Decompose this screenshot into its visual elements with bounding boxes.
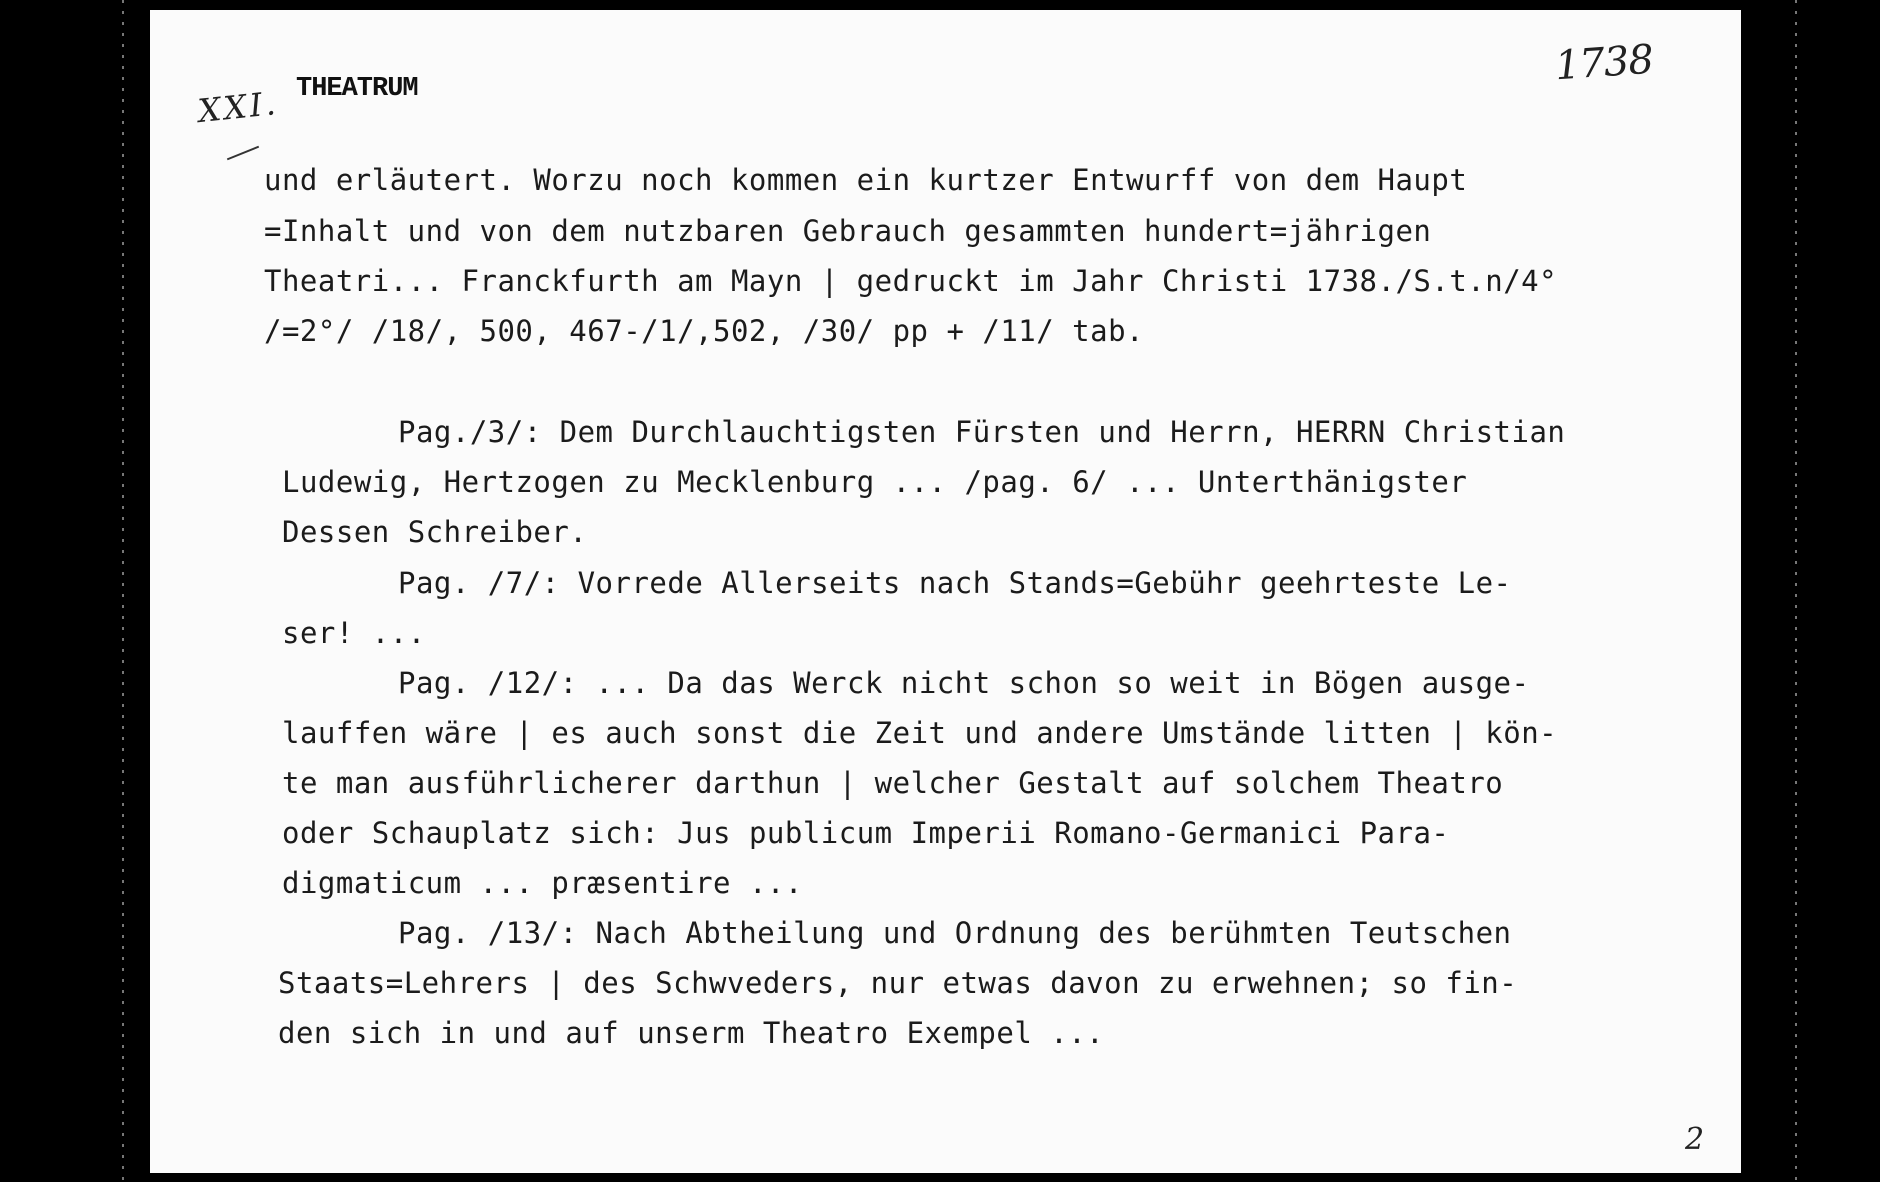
text-line-4: /=2°/ /18/, 500, 467-/1/,502, /30/ pp + /11/ tab.	[264, 314, 1145, 348]
handwritten-year: 1738	[1553, 36, 1655, 90]
text-line-1: und erläutert. Worzu noch kommen ein kurtzer Entwurff von dem Haupt	[264, 163, 1468, 197]
text-line-3: Theatri... Franckfurth am Mayn | gedruckt im Jahr Christi 1738./S.t.n/4°	[264, 264, 1558, 298]
text-line-9: ser! ...	[282, 616, 426, 650]
catalog-card	[150, 10, 1741, 1173]
handwritten-page-number: 2	[1685, 1122, 1705, 1157]
text-line-14: digmaticum ... præsentire ...	[282, 866, 803, 900]
handwritten-roman-numeral: XXI.	[196, 83, 281, 131]
text-line-15: Pag. /13/: Nach Abtheilung und Ordnung des berühmten Teutschen	[398, 916, 1512, 950]
text-line-5: Pag./3/: Dem Durchlauchtigsten Fürsten und Herrn, HERRN Christian	[398, 415, 1566, 449]
text-line-8: Pag. /7/: Vorrede Allerseits nach Stands=Gebühr geehrteste Le-	[398, 566, 1512, 600]
text-line-6: Ludewig, Hertzogen zu Mecklenburg ... /pag. 6/ ... Unterthänigster	[282, 465, 1468, 499]
text-line-11: lauffen wäre | es auch sonst die Zeit und andere Umstände litten | kön-	[282, 716, 1558, 750]
pen-tick-mark	[227, 146, 259, 161]
text-line-7: Dessen Schreiber.	[282, 515, 588, 549]
scan-edge-left	[122, 0, 124, 1182]
text-line-10: Pag. /12/: ... Da das Werck nicht schon so weit in Bögen ausge-	[398, 666, 1530, 700]
text-line-16: Staats=Lehrers | des Schwveders, nur etwas davon zu erwehnen; so fin-	[278, 966, 1518, 1000]
text-line-17: den sich in und auf unserm Theatro Exempel ...	[278, 1016, 1105, 1050]
text-line-2: =Inhalt und von dem nutzbaren Gebrauch gesammten hundert=jährigen	[264, 214, 1432, 248]
text-line-12: te man ausführlicherer darthun | welcher Gestalt auf solchem Theatro	[282, 766, 1504, 800]
card-heading: THEATRUM	[296, 74, 418, 104]
text-line-13: oder Schauplatz sich: Jus publicum Imperii Romano-Germanici Para-	[282, 816, 1450, 850]
scan-edge-right	[1795, 0, 1797, 1182]
